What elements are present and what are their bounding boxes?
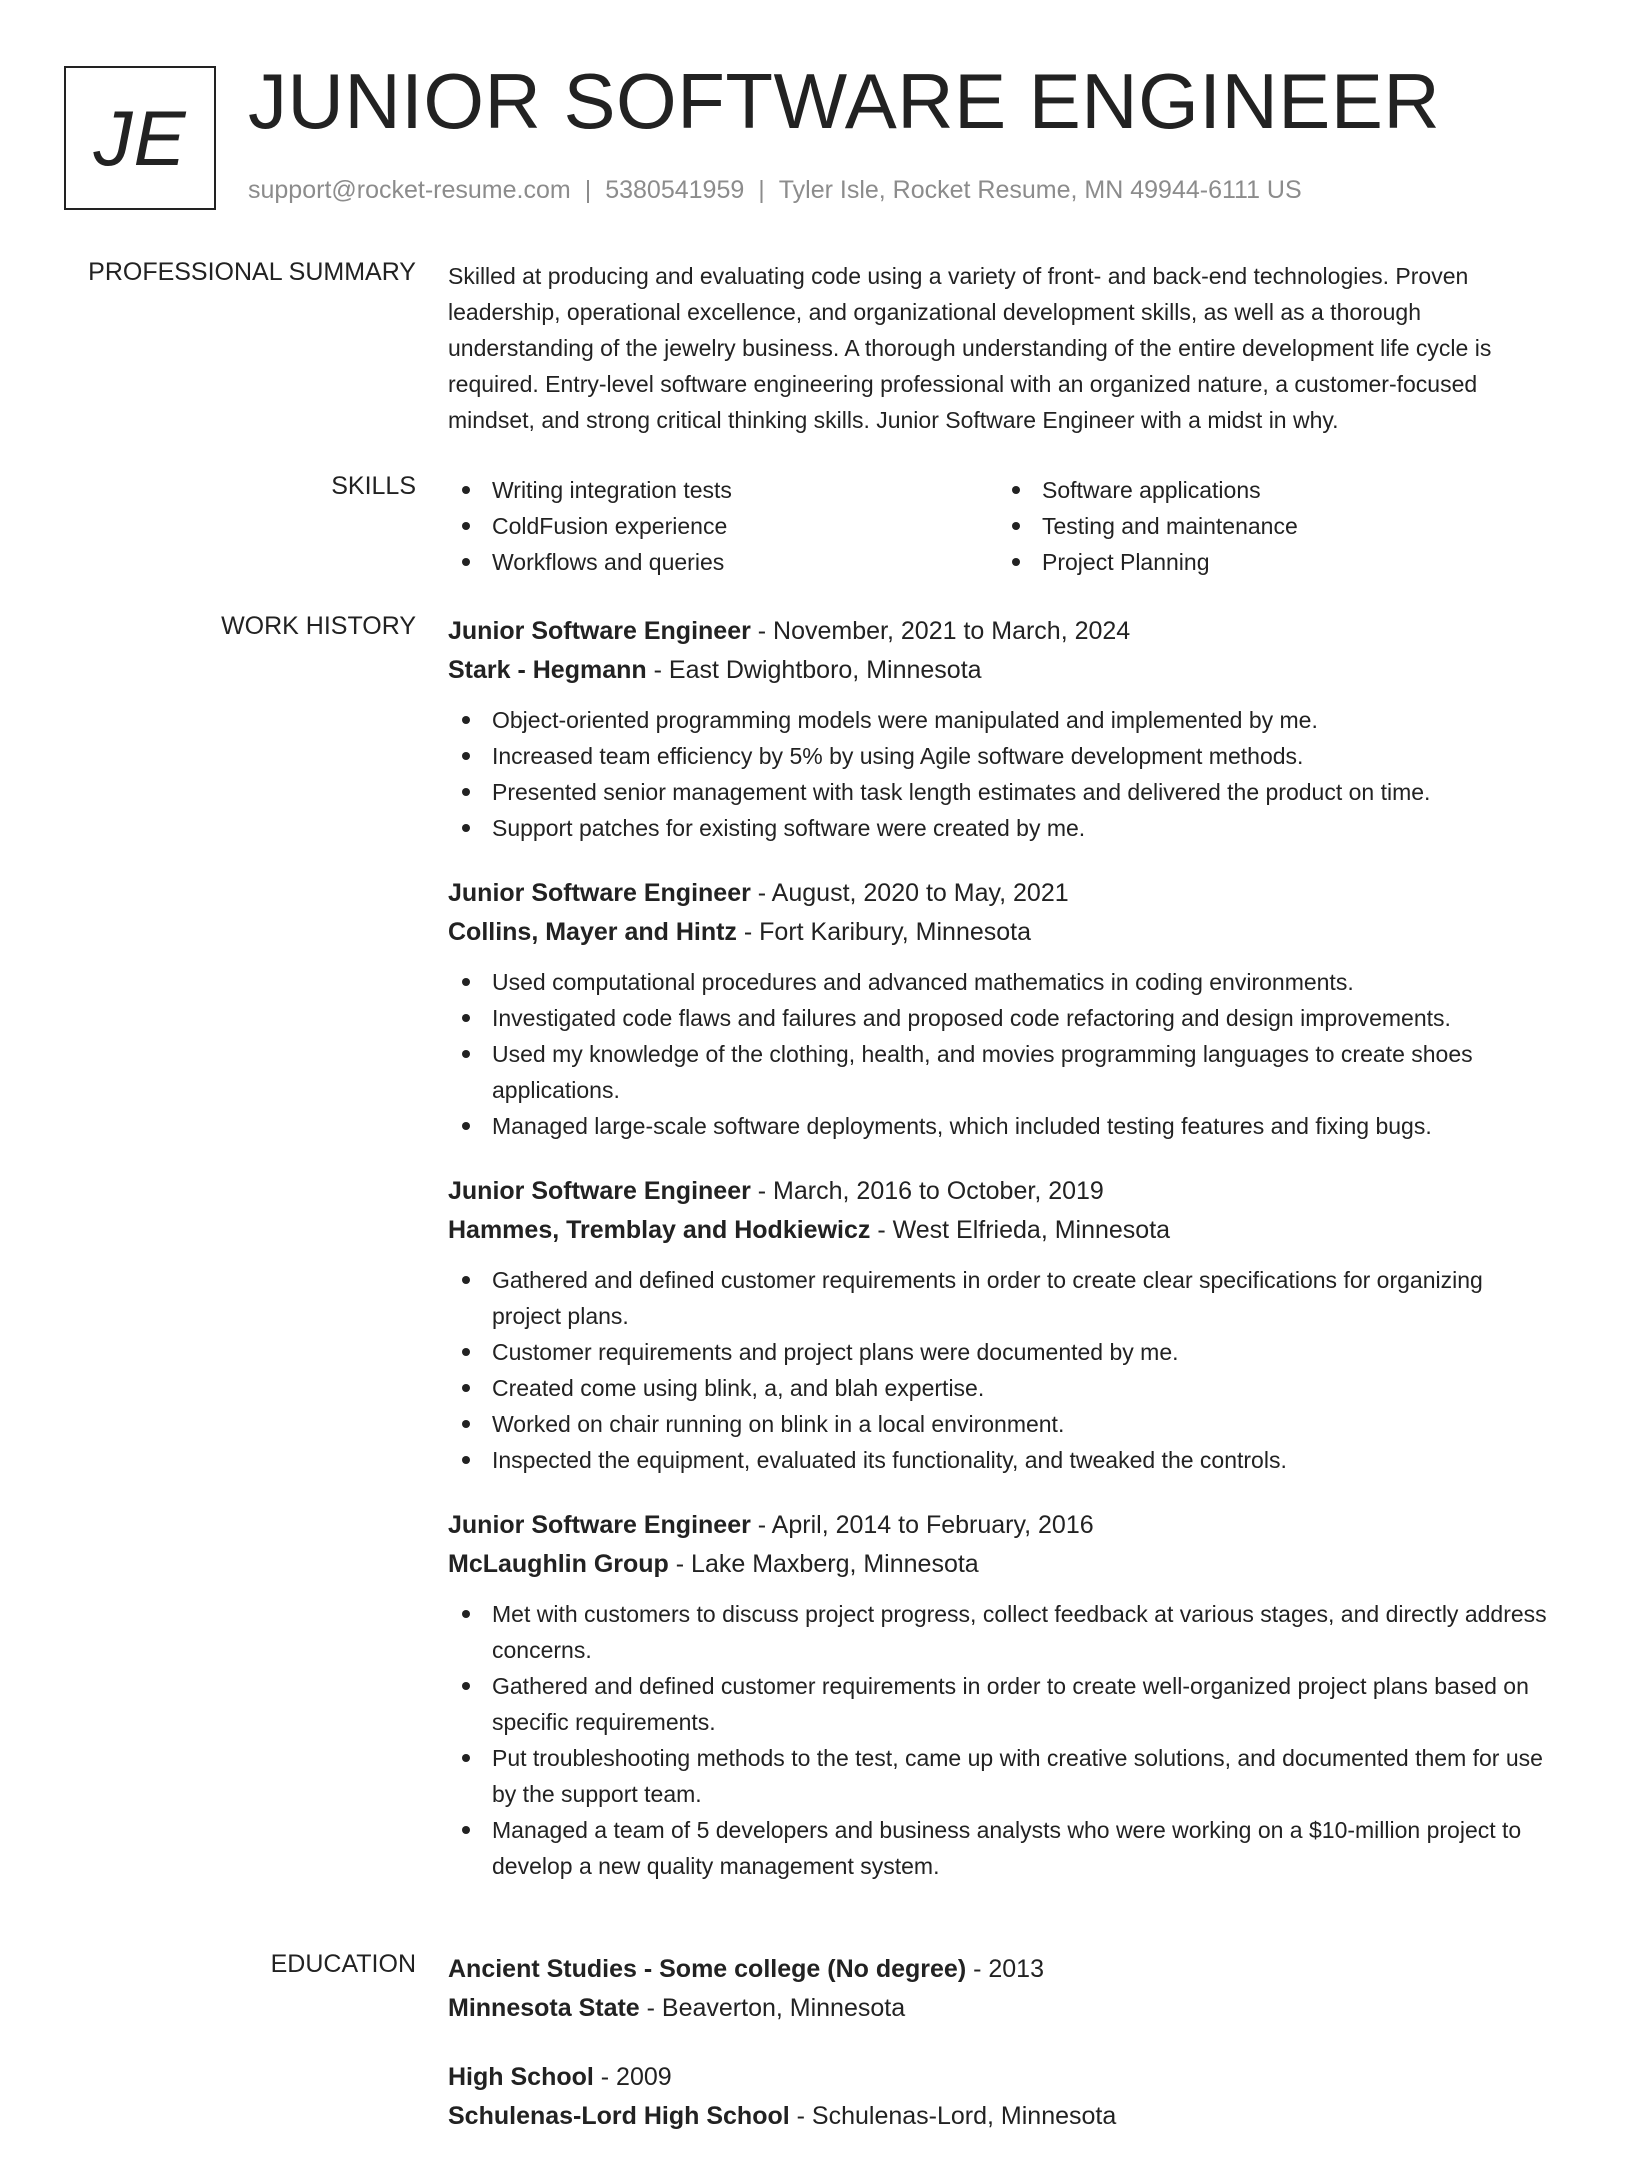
job-list: [448, 612, 1568, 1912]
job-bullet: Created come using blink, a, and blah expertise.: [448, 1370, 1568, 1406]
job-bullet: Managed large-scale software deployments, which included testing features and fixing bugs.: [448, 1108, 1568, 1144]
skill-item: Project Planning: [998, 544, 1548, 580]
job-bullet: Met with customers to discuss project progress, collect feedback at various stages, and directly address concerns.: [448, 1596, 1568, 1668]
education-degree-line: [448, 1950, 1568, 1988]
job-bullet: Used my knowledge of the clothing, health, and movies programming languages to create shoes applications.: [448, 1036, 1568, 1108]
skill-item: Testing and maintenance: [998, 508, 1548, 544]
job-bullets: [448, 702, 1568, 846]
job-company: Hammes, Tremblay and Hodkiewicz: [448, 1216, 871, 1244]
job-location: - Lake Maxberg, Minnesota: [668, 1550, 979, 1578]
job-title-line: [448, 874, 1568, 912]
job-bullet: Object-oriented programming models were manipulated and implemented by me.: [448, 702, 1568, 738]
job-company-line: [448, 912, 1568, 952]
job-bullet: Managed a team of 5 developers and business analysts who were working on a $10-million project to develop a new quality management system.: [448, 1812, 1568, 1884]
job-entry: [448, 612, 1568, 846]
education-year: - 2013: [966, 1955, 1044, 1983]
monogram-initials: JE: [93, 93, 187, 182]
job-company-line: [448, 1544, 1568, 1584]
job-entry: [448, 1172, 1568, 1478]
job-bullet: Investigated code flaws and failures and proposed code refactoring and design improvements.: [448, 1000, 1568, 1036]
job-bullets: [448, 1262, 1568, 1478]
education-degree: High School: [448, 2063, 594, 2091]
job-bullet: Presented senior management with task length estimates and delivered the product on time.: [448, 774, 1568, 810]
education-entry: [448, 2058, 1568, 2136]
skills-column-right: [998, 472, 1548, 580]
job-dates: - April, 2014 to February, 2016: [750, 1511, 1094, 1539]
job-bullet: Gathered and defined customer requirements in order to create well-organized project plans based on specific requirements.: [448, 1668, 1568, 1740]
job-company-line: [448, 650, 1568, 690]
job-bullet: Support patches for existing software were created by me.: [448, 810, 1568, 846]
job-title: Junior Software Engineer: [448, 879, 751, 907]
job-company: Stark - Hegmann: [448, 656, 647, 684]
job-bullet: Increased team efficiency by 5% by using Agile software development methods.: [448, 738, 1568, 774]
summary-heading: PROFESSIONAL SUMMARY: [88, 258, 416, 286]
job-entry: [448, 874, 1568, 1144]
job-dates: - August, 2020 to May, 2021: [750, 879, 1069, 907]
job-bullet: Inspected the equipment, evaluated its functionality, and tweaked the controls.: [448, 1442, 1568, 1478]
contact-address: Tyler Isle, Rocket Resume, MN 49944-6111 US: [778, 176, 1302, 204]
skill-item: Software applications: [998, 472, 1548, 508]
skill-item: Workflows and queries: [448, 544, 998, 580]
job-bullets: [448, 964, 1568, 1144]
education-school: Schulenas-Lord High School: [448, 2102, 790, 2130]
job-title-line: [448, 612, 1568, 650]
job-dates: - March, 2016 to October, 2019: [750, 1177, 1104, 1205]
education-list: [448, 1950, 1568, 2166]
contact-email: support@rocket-resume.com: [248, 176, 571, 204]
job-location: - West Elfrieda, Minnesota: [870, 1216, 1171, 1244]
education-year: - 2009: [593, 2063, 672, 2091]
job-bullet: Gathered and defined customer requirements in order to create clear specifications for organizing project plans.: [448, 1262, 1568, 1334]
job-bullet: Put troubleshooting methods to the test, came up with creative solutions, and documented them for use by the support team.: [448, 1740, 1568, 1812]
job-title-line: [448, 1172, 1568, 1210]
education-location: - Beaverton, Minnesota: [639, 1994, 906, 2022]
job-bullet: Used computational procedures and advanced mathematics in coding environments.: [448, 964, 1568, 1000]
job-company-line: [448, 1210, 1568, 1250]
summary-text: Skilled at producing and evaluating code using a variety of front- and back-end technologies. Proven leadership, operational excellence, and organizational development skills, as well as a thorough understanding of the jewelry business. A thorough understanding of the entire development life cycle is required. Entry-level software engineering professional with an organized nature, a customer-focused mindset, and strong critical thinking skills. Junior Software Engineer with a midst in why.: [448, 263, 1492, 433]
job-bullet: Customer requirements and project plans were documented by me.: [448, 1334, 1568, 1370]
job-company: McLaughlin Group: [448, 1550, 669, 1578]
job-title: Junior Software Engineer: [448, 1177, 751, 1205]
education-school: Minnesota State: [448, 1994, 640, 2022]
contact-phone: 5380541959: [605, 176, 745, 204]
contact-separator: |: [584, 176, 592, 204]
job-title-line: [448, 1506, 1568, 1544]
education-degree-line: [448, 2058, 1568, 2096]
job-dates: - November, 2021 to March, 2024: [750, 617, 1131, 645]
education-school-line: [448, 1988, 1568, 2028]
job-bullets: [448, 1596, 1568, 1884]
skills-column-left: [448, 472, 998, 580]
job-title: Junior Software Engineer: [448, 617, 751, 645]
job-location: - East Dwightboro, Minnesota: [646, 656, 982, 684]
skills-list: [448, 472, 1568, 580]
monogram-badge: [64, 66, 216, 210]
skill-item: Writing integration tests: [448, 472, 998, 508]
education-entry: [448, 1950, 1568, 2028]
job-entry: [448, 1506, 1568, 1884]
skills-heading: SKILLS: [331, 472, 416, 500]
job-bullet: Worked on chair running on blink in a local environment.: [448, 1406, 1568, 1442]
resume-title: JUNIOR SOFTWARE ENGINEER: [248, 57, 1441, 145]
job-title: Junior Software Engineer: [448, 1511, 751, 1539]
job-location: - Fort Karibury, Minnesota: [736, 918, 1032, 946]
skill-item: ColdFusion experience: [448, 508, 998, 544]
education-location: - Schulenas-Lord, Minnesota: [789, 2102, 1117, 2130]
job-company: Collins, Mayer and Hintz: [448, 918, 737, 946]
education-heading: EDUCATION: [270, 1950, 416, 1978]
work-history-heading: WORK HISTORY: [221, 612, 416, 640]
education-school-line: [448, 2096, 1568, 2136]
contact-separator: |: [758, 176, 765, 204]
contact-line: [248, 176, 1302, 205]
education-degree: Ancient Studies - Some college (No degree): [448, 1955, 967, 1983]
